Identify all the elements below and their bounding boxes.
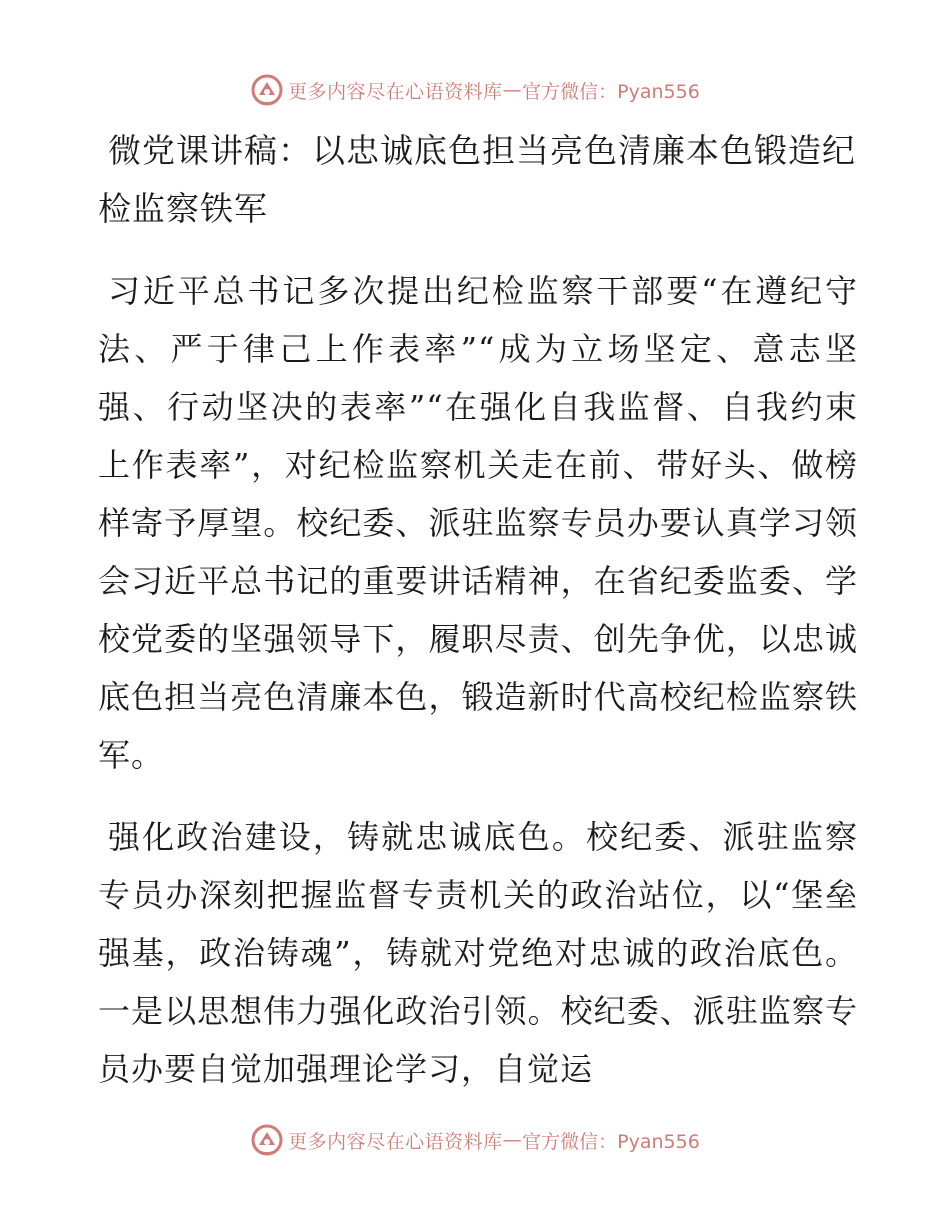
banner-text: 更多内容尽在心语资料库 [288,80,503,103]
banner-text: 更多内容尽在心语资料库 [288,1130,503,1153]
banner-separator: — [502,79,523,101]
banner-wechat: 官方微信：Pyan556 [522,1130,700,1153]
header-banner [0,70,950,110]
paragraph: 习近平总书记多次提出纪检监察干部要“在遵纪守法、严于律己上作表率”“成为立场坚定、意志坚强、行动坚决的表率”“在强化自我监督、自我约束上作表率”，对纪检监察机关走在前、带好头、做榜样寄予厚望。校纪委、派驻监察专员办要认真学习领会习近平总书记的重要讲话精神，在省纪委监委、学校党委的坚强领导下，履职尽责、创先争优，以忠诚底色担当亮色清廉本色，锻造新时代高校纪检监察铁军。 [98,272,858,774]
footer-banner [0,1120,950,1160]
banner-wechat: 官方微信：Pyan556 [522,80,700,103]
document-body [98,122,858,1122]
banner-separator: — [502,1129,523,1151]
brand-logo-icon [250,1123,284,1157]
document-title: 微党课讲稿：以忠诚底色担当亮色清廉本色锻造纪检监察铁军 [98,131,856,228]
brand-logo-icon [250,73,284,107]
paragraph: 强化政治建设，铸就忠诚底色。校纪委、派驻监察专员办深刻把握监督专责机关的政治站位，以“堡垒强基，政治铸魂”，铸就对党绝对忠诚的政治底色。一是以思想伟力强化政治引领。校纪委、派驻监察专员办要自觉加强理论学习，自觉运 [98,818,858,1088]
